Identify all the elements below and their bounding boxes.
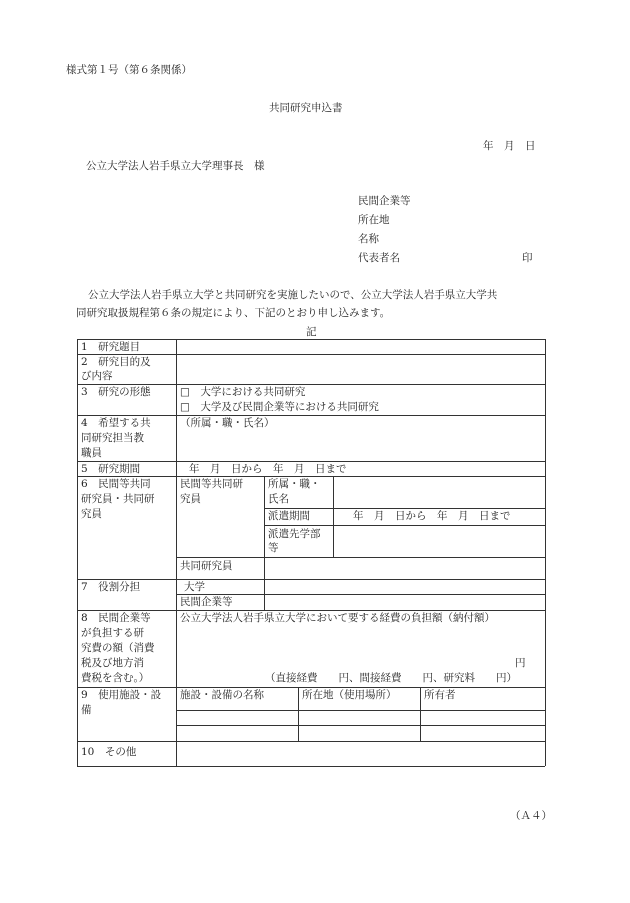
r4-label-c: 職員 bbox=[81, 447, 102, 459]
r3-label: 3 研究の形態 bbox=[81, 386, 151, 398]
r3-option-university-checkbox[interactable]: □ 大学における共同研究 bbox=[180, 386, 306, 398]
r6-period-label: 派遣期間 bbox=[268, 510, 310, 522]
r3-option-joint-checkbox[interactable]: □ 大学及び民間企業等における共同研究 bbox=[180, 401, 379, 413]
r6-label-b: 研究員・共同研 bbox=[81, 493, 155, 505]
row-divider bbox=[77, 741, 545, 742]
r8-label-c: 究費の額（消費 bbox=[81, 642, 155, 654]
r2-label-a: 2 研究目的及 bbox=[81, 356, 151, 368]
intro-line-2: 同研究取扱規程第６条の規定により、下記のとおり申し込みます。 bbox=[76, 307, 391, 319]
r5-value: 年 月 日から 年 月 日まで bbox=[189, 463, 347, 475]
r9-col-owner: 所有者 bbox=[424, 689, 456, 701]
r4-value: （所属・職・氏名） bbox=[180, 417, 275, 429]
r6-inner-line bbox=[176, 557, 545, 558]
r9-label-a: 9 使用施設・設 bbox=[81, 689, 162, 701]
paper-size-note: （Ａ４） bbox=[510, 810, 552, 822]
row-divider bbox=[77, 579, 545, 580]
table-border-top bbox=[77, 339, 545, 340]
r6-joint-researcher-label: 共同研究員 bbox=[180, 560, 233, 572]
applicant-company-label: 民間企業等 bbox=[358, 195, 411, 207]
form-reference: 様式第１号（第６条関係） bbox=[66, 64, 192, 76]
r2-label-b: び内容 bbox=[81, 370, 113, 382]
r4-label-b: 同研究担当教 bbox=[81, 432, 144, 444]
table-border-bottom bbox=[77, 766, 545, 767]
r6-sub-label-b: 究員 bbox=[180, 493, 201, 505]
r9-label-b: 備 bbox=[81, 704, 92, 716]
intro-line-1: 公立大学法人岩手県立大学と共同研究を実施したいので、公立大学法人岩手県立大学共 bbox=[88, 289, 498, 301]
r8-label-e: 費税を含む。） bbox=[81, 672, 150, 684]
r6-label-c: 究員 bbox=[81, 508, 102, 520]
r7-label: 7 役割分担 bbox=[81, 581, 141, 593]
r4-label-a: 4 希望する共 bbox=[81, 417, 151, 429]
applicant-representative-label: 代表者名 bbox=[358, 252, 400, 264]
r8-label-b: が負担する研 bbox=[81, 627, 144, 639]
r6-destination-label-b: 等 bbox=[268, 542, 279, 554]
r6-affiliation-label-a: 所属・職・ bbox=[268, 478, 321, 490]
r6-sub-label-a: 民間等共同研 bbox=[180, 478, 243, 490]
r9-inner-line bbox=[176, 710, 545, 711]
r8-breakdown: （直接経費 円、間接経費 円、研究料 円） bbox=[265, 672, 517, 684]
seal-mark: 印 bbox=[522, 252, 533, 264]
ki-heading: 記 bbox=[306, 326, 317, 338]
r8-yen-unit: 円 bbox=[515, 657, 526, 669]
r6-affiliation-label-b: 氏名 bbox=[268, 493, 289, 505]
r5-label: 5 研究期間 bbox=[81, 463, 141, 475]
application-date: 年 月 日 bbox=[483, 140, 536, 152]
r6-destination-label-a: 派遣先学部 bbox=[268, 528, 321, 540]
r8-description: 公立大学法人岩手県立大学において要する経費の負担額（納付額） bbox=[180, 612, 495, 624]
addressee: 公立大学法人岩手県立大学理事長 様 bbox=[86, 160, 265, 172]
r7-company-label: 民間企業等 bbox=[180, 596, 233, 608]
r9-col-facility-name: 施設・設備の名称 bbox=[180, 689, 264, 701]
r6-period-value: 年 月 日から 年 月 日まで bbox=[353, 510, 511, 522]
r6-field-divider bbox=[333, 476, 334, 557]
r10-label: 10 その他 bbox=[81, 746, 137, 758]
r9-inner-line bbox=[176, 725, 545, 726]
applicant-name-label: 名称 bbox=[358, 233, 379, 245]
r8-label-a: 8 民間企業等 bbox=[81, 612, 151, 624]
r9-col-location: 所在地（使用場所） bbox=[302, 689, 397, 701]
r7-university-label: 大学 bbox=[184, 581, 205, 593]
document-title: 共同研究申込書 bbox=[269, 102, 343, 114]
applicant-address-label: 所在地 bbox=[358, 214, 390, 226]
table-border-right bbox=[545, 339, 546, 766]
r1-label: 1 研究題目 bbox=[81, 341, 141, 353]
r6-label-a: 6 民間等共同 bbox=[81, 478, 151, 490]
r8-label-d: 税及び地方消 bbox=[81, 657, 144, 669]
r6-inner-line bbox=[264, 525, 545, 526]
